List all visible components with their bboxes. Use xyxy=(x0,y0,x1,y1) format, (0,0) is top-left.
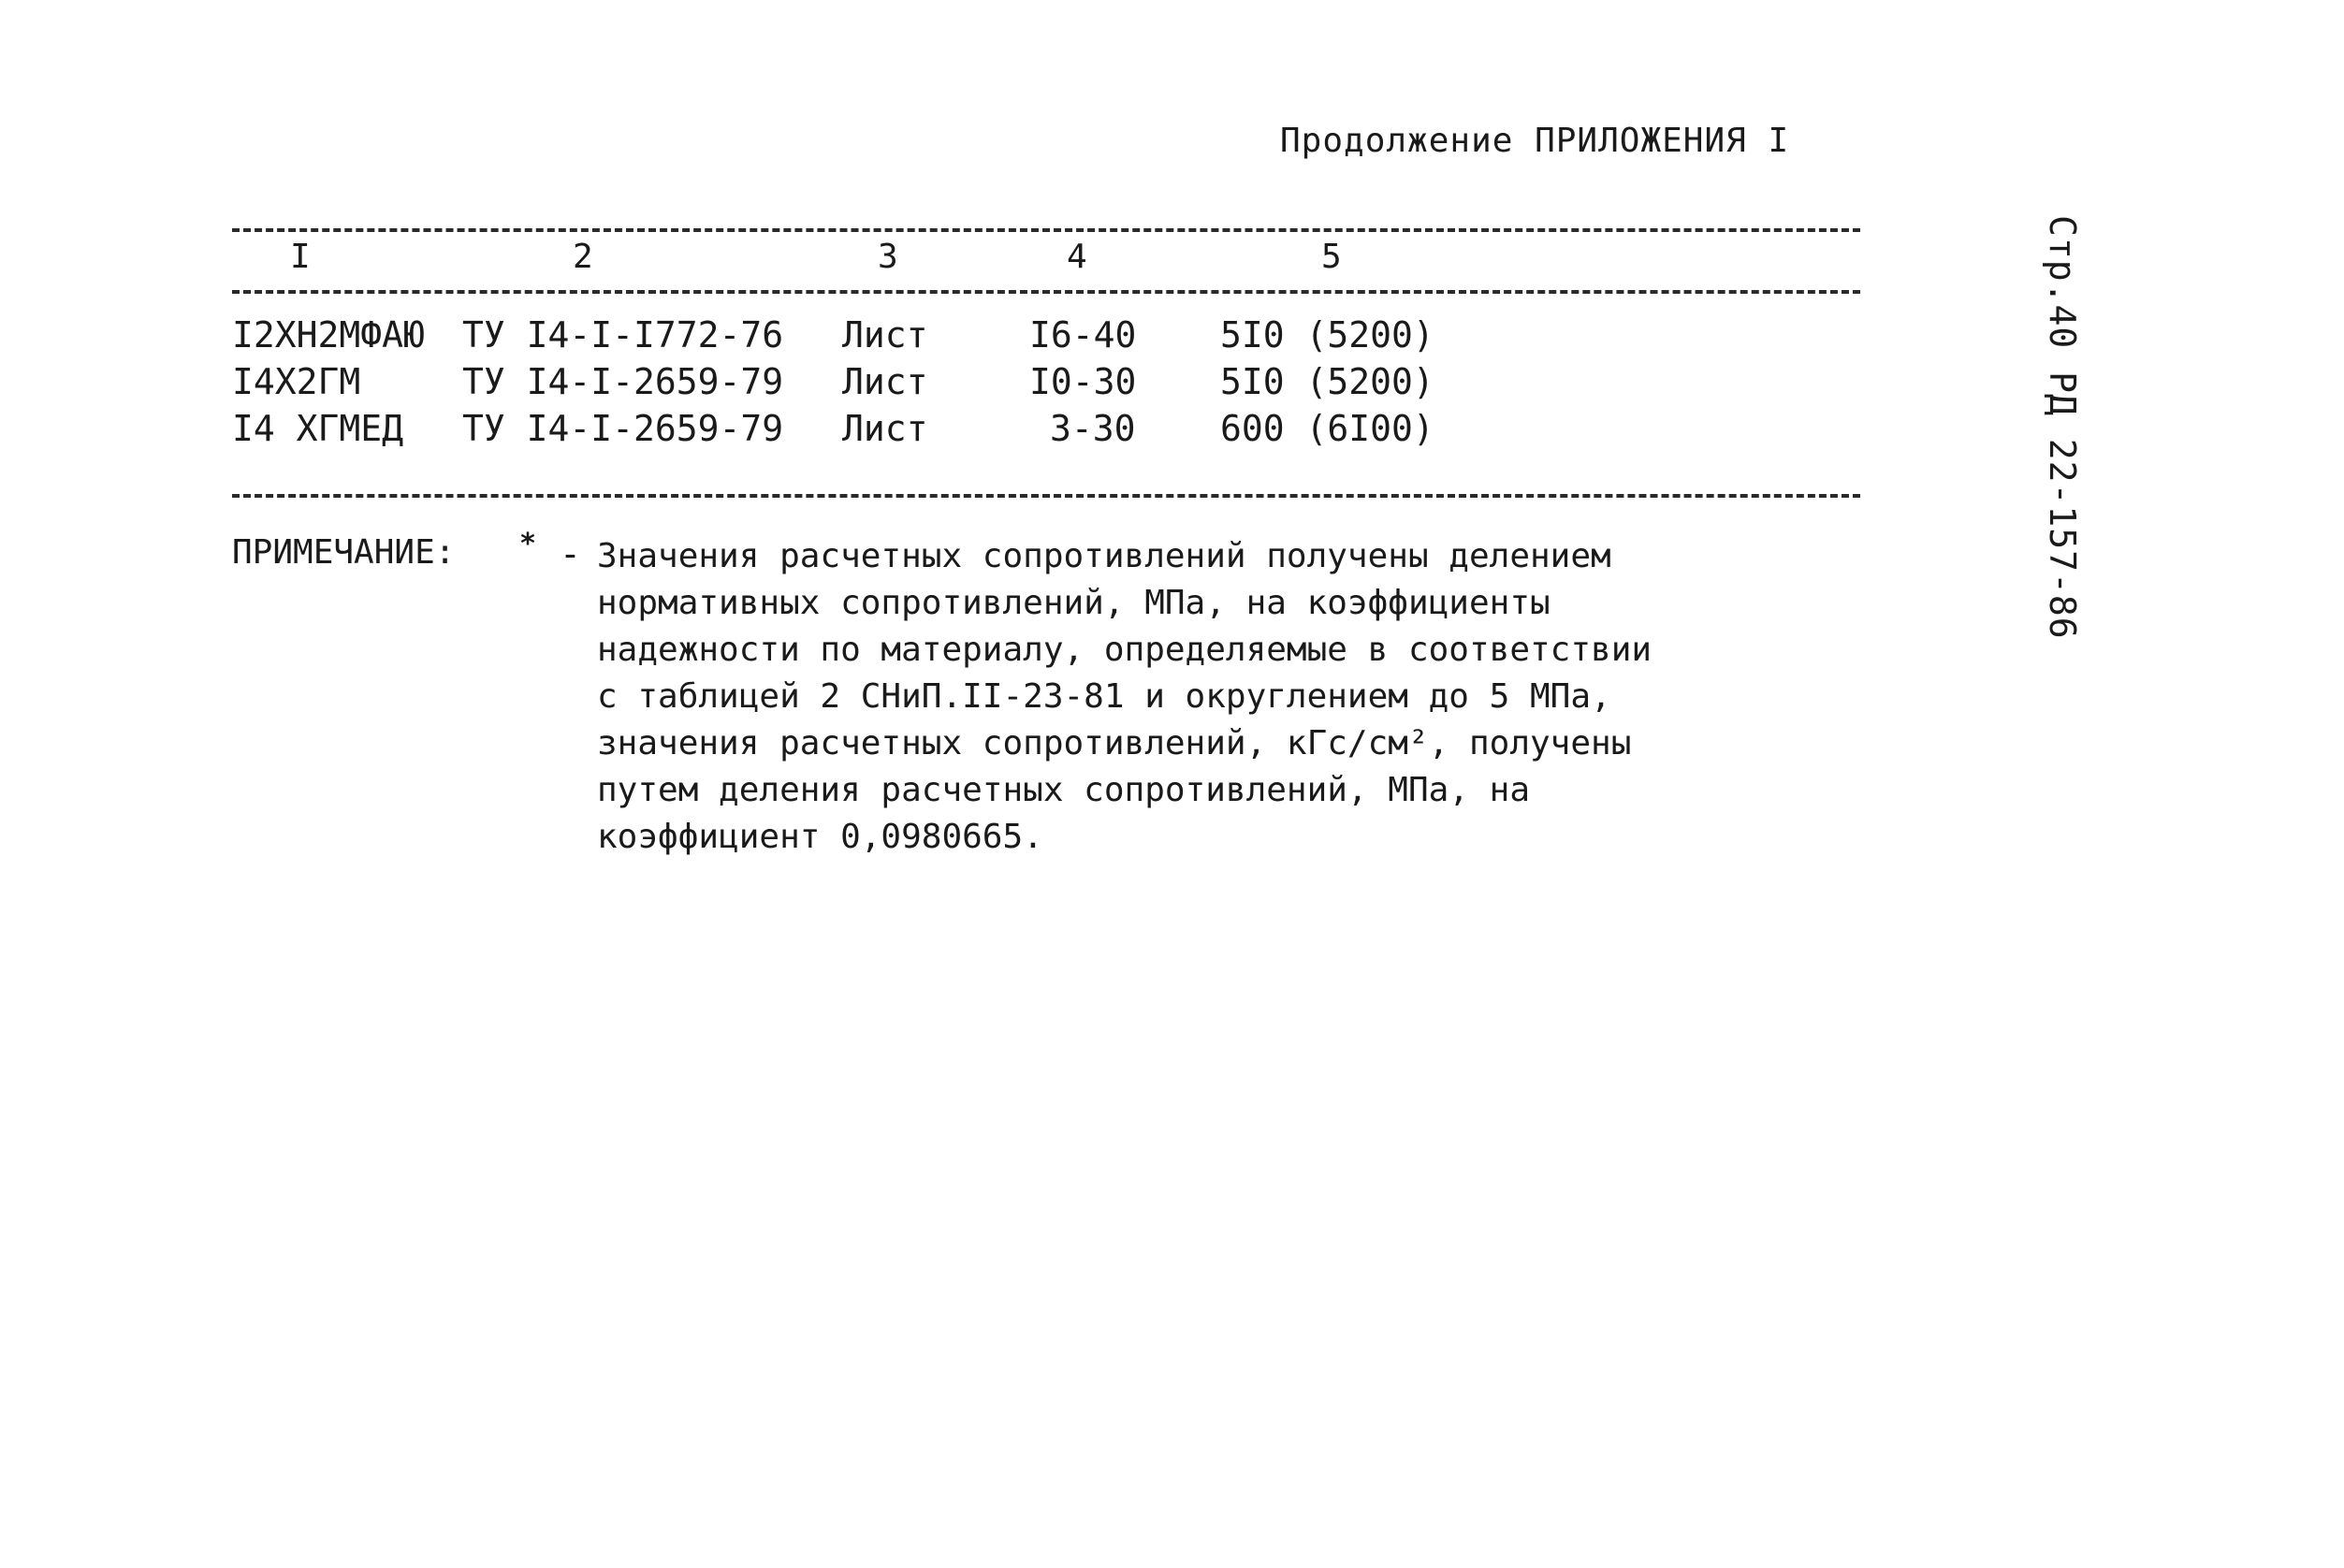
table-cell-resistance: 5I0 (5200) xyxy=(1220,314,1434,356)
note-dash: - xyxy=(560,533,581,574)
column-header-4: 4 xyxy=(1067,238,1087,276)
note-label: ПРИМЕЧАНИЕ: xyxy=(232,533,456,572)
table-cell-grade: I2ХН2МФАЮ xyxy=(232,314,425,356)
table-cell-product: Лист xyxy=(842,408,928,449)
table-cell-product: Лист xyxy=(842,361,928,402)
table-cell-thickness: I6-40 xyxy=(1029,314,1137,356)
table-bottom-rule xyxy=(232,494,1860,498)
table-cell-resistance: 5I0 (5200) xyxy=(1220,361,1434,402)
footnote-asterisk: * xyxy=(519,528,537,560)
note-line: с таблицей 2 СНиП.II-23-81 и округлением до 5 МПа, xyxy=(597,677,1611,716)
table-cell-product: Лист xyxy=(842,314,928,356)
table-top-rule xyxy=(232,228,1860,232)
table-header-rule xyxy=(232,290,1860,294)
note-text xyxy=(597,533,1682,861)
table-cell-resistance: 600 (6I00) xyxy=(1220,408,1434,449)
column-header-1: I xyxy=(290,238,311,276)
column-header-2: 2 xyxy=(573,238,593,276)
table-cell-standard: ТУ I4-I-2659-79 xyxy=(462,408,784,449)
note-line: надежности по материалу, определяемые в соответствии xyxy=(597,631,1652,669)
table-cell-standard: ТУ I4-I-2659-79 xyxy=(462,361,784,402)
note-line: коэффициент 0,0980665. xyxy=(597,818,1043,856)
table-cell-grade: I4Х2ГМ xyxy=(232,361,361,402)
note-line: значения расчетных сопротивлений, кГс/см², получены xyxy=(597,724,1632,762)
note-line: Значения расчетных сопротивлений получены делением xyxy=(597,537,1611,575)
page-side-label: Стр.40 РД 22-157-86 xyxy=(2042,215,2083,640)
column-header-3: 3 xyxy=(878,238,898,276)
table-cell-thickness: 3-30 xyxy=(1050,408,1136,449)
continuation-title: Продолжение ПРИЛОЖЕНИЯ I xyxy=(1280,122,1790,160)
table-cell-thickness: I0-30 xyxy=(1029,361,1137,402)
table-cell-grade: I4 ХГМЕД xyxy=(232,408,404,449)
note-line: нормативных сопротивлений, МПа, на коэффициенты xyxy=(597,584,1551,622)
column-header-5: 5 xyxy=(1321,238,1342,276)
table-cell-standard: ТУ I4-I-I772-76 xyxy=(462,314,784,356)
note-line: путем деления расчетных сопротивлений, МПа, на xyxy=(597,771,1530,809)
